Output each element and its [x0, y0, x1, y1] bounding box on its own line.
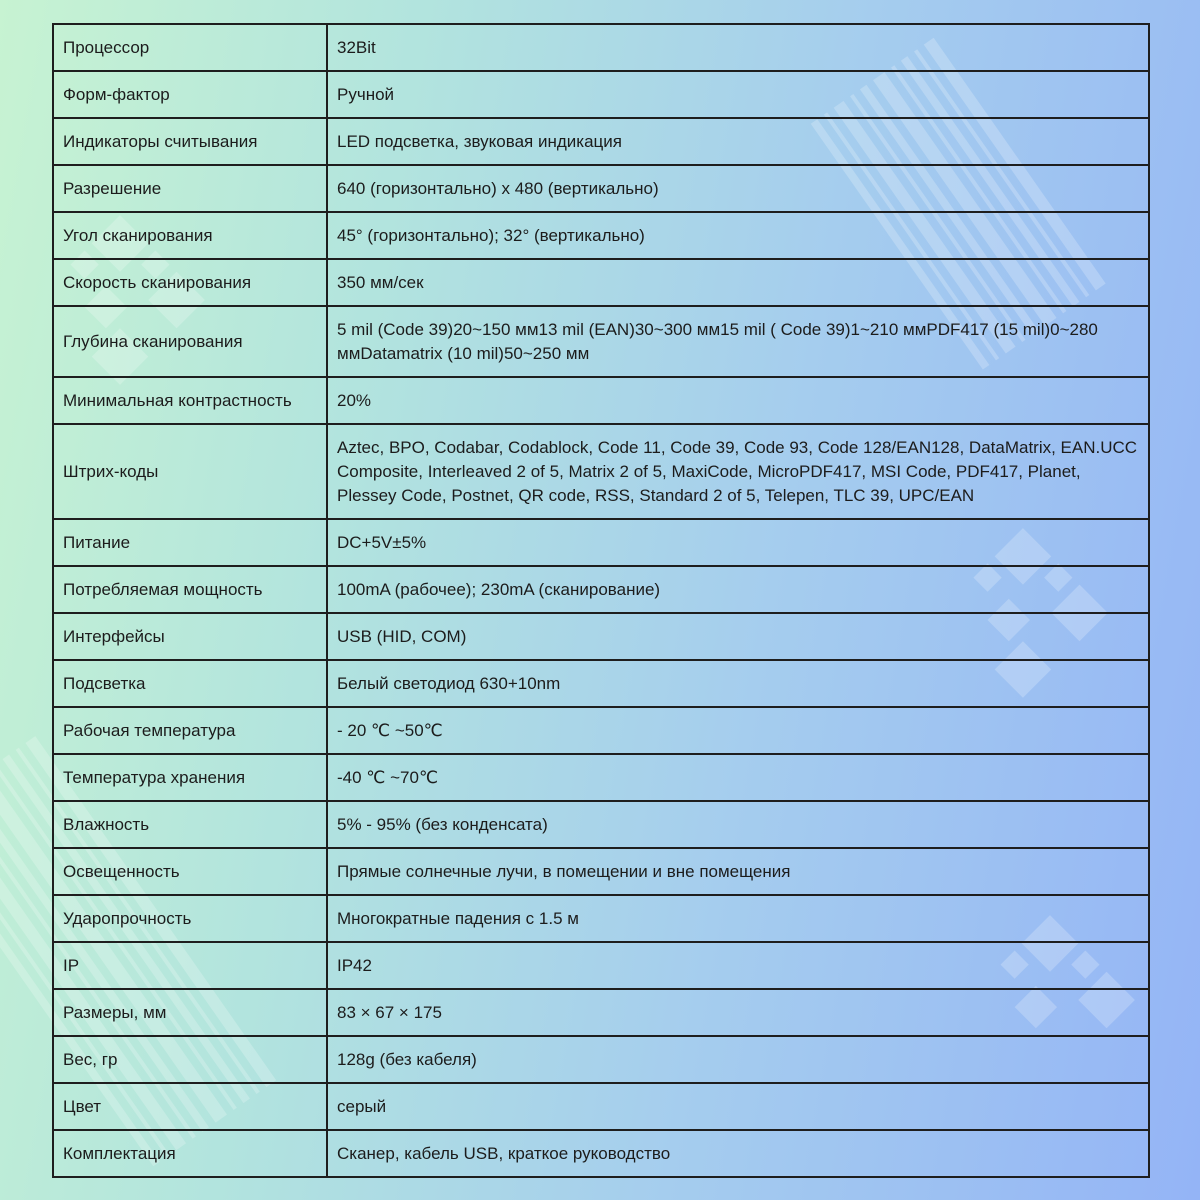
spec-row-power [53, 519, 1149, 566]
spec-row-form-factor [53, 71, 1149, 118]
spec-label: Подсветка [53, 660, 327, 707]
spec-row-drop-resistance [53, 895, 1149, 942]
spec-label: Разрешение [53, 165, 327, 212]
spec-value: DC+5V±5% [327, 519, 1149, 566]
spec-value: 20% [327, 377, 1149, 424]
specifications-table-body [53, 24, 1149, 1177]
spec-value: 100mA (рабочее); 230mA (сканирование) [327, 566, 1149, 613]
spec-row-scan-depth [53, 306, 1149, 377]
spec-label: Форм-фактор [53, 71, 327, 118]
spec-label: Процессор [53, 24, 327, 71]
spec-value: Прямые солнечные лучи, в помещении и вне помещения [327, 848, 1149, 895]
spec-value: 128g (без кабеля) [327, 1036, 1149, 1083]
spec-row-illumination [53, 660, 1149, 707]
spec-label: Размеры, мм [53, 989, 327, 1036]
spec-label: Вес, гр [53, 1036, 327, 1083]
spec-row-scan-angle [53, 212, 1149, 259]
spec-value: LED подсветка, звуковая индикация [327, 118, 1149, 165]
spec-value: 350 мм/сек [327, 259, 1149, 306]
spec-label: Освещенность [53, 848, 327, 895]
spec-value: серый [327, 1083, 1149, 1130]
specifications-table [52, 23, 1150, 1178]
spec-row-color [53, 1083, 1149, 1130]
spec-value: 5% - 95% (без конденсата) [327, 801, 1149, 848]
spec-row-interfaces [53, 613, 1149, 660]
spec-value: 83 × 67 × 175 [327, 989, 1149, 1036]
spec-value: 5 mil (Code 39)20~150 мм13 mil (EAN)30~300 мм15 mil ( Code 39)1~210 ммPDF417 (15 mil)0~280 ммDatamatrix (10 mil)50~250 мм [327, 306, 1149, 377]
spec-label: Угол сканирования [53, 212, 327, 259]
spec-row-humidity [53, 801, 1149, 848]
spec-row-read-indicators [53, 118, 1149, 165]
spec-label: Интерфейсы [53, 613, 327, 660]
spec-row-package-contents [53, 1130, 1149, 1177]
spec-label: Комплектация [53, 1130, 327, 1177]
spec-value: Aztec, BPO, Codabar, Codablock, Code 11, Code 39, Code 93, Code 128/EAN128, DataMatrix, EAN.UCC Composite, Interleaved 2 of 5, Matrix 2 of 5, MaxiCode, MicroPDF417, MSI Code, PDF417, Planet, Plessey Code, Postnet, QR code, RSS, Standard 2 of 5, Telepen, TLC 39, UPC/EAN [327, 424, 1149, 519]
spec-value: Сканер, кабель USB, краткое руководство [327, 1130, 1149, 1177]
spec-row-power-consumption [53, 566, 1149, 613]
spec-label: Ударопрочность [53, 895, 327, 942]
spec-label: Индикаторы считывания [53, 118, 327, 165]
spec-row-scan-speed [53, 259, 1149, 306]
spec-row-operating-temperature [53, 707, 1149, 754]
spec-row-barcodes [53, 424, 1149, 519]
spec-label: Рабочая температура [53, 707, 327, 754]
spec-label: Цвет [53, 1083, 327, 1130]
spec-value: 45° (горизонтально); 32° (вертикально) [327, 212, 1149, 259]
spec-label: Минимальная контрастность [53, 377, 327, 424]
spec-label: Скорость сканирования [53, 259, 327, 306]
spec-label: IP [53, 942, 327, 989]
spec-value: Белый светодиод 630+10nm [327, 660, 1149, 707]
spec-label: Штрих-коды [53, 424, 327, 519]
spec-value: - 20 ℃ ~50℃ [327, 707, 1149, 754]
spec-label: Потребляемая мощность [53, 566, 327, 613]
spec-label: Питание [53, 519, 327, 566]
spec-row-resolution [53, 165, 1149, 212]
spec-label: Температура хранения [53, 754, 327, 801]
spec-value: USB (HID, COM) [327, 613, 1149, 660]
spec-row-weight [53, 1036, 1149, 1083]
spec-row-ambient-light [53, 848, 1149, 895]
spec-row-min-contrast [53, 377, 1149, 424]
spec-value: -40 ℃ ~70℃ [327, 754, 1149, 801]
spec-value: Многократные падения с 1.5 м [327, 895, 1149, 942]
spec-row-dimensions [53, 989, 1149, 1036]
spec-row-ip-rating [53, 942, 1149, 989]
spec-label: Глубина сканирования [53, 306, 327, 377]
spec-value: 32Bit [327, 24, 1149, 71]
spec-label: Влажность [53, 801, 327, 848]
spec-value: 640 (горизонтально) x 480 (вертикально) [327, 165, 1149, 212]
spec-value: Ручной [327, 71, 1149, 118]
spec-row-storage-temperature [53, 754, 1149, 801]
spec-value: IP42 [327, 942, 1149, 989]
spec-row-processor [53, 24, 1149, 71]
